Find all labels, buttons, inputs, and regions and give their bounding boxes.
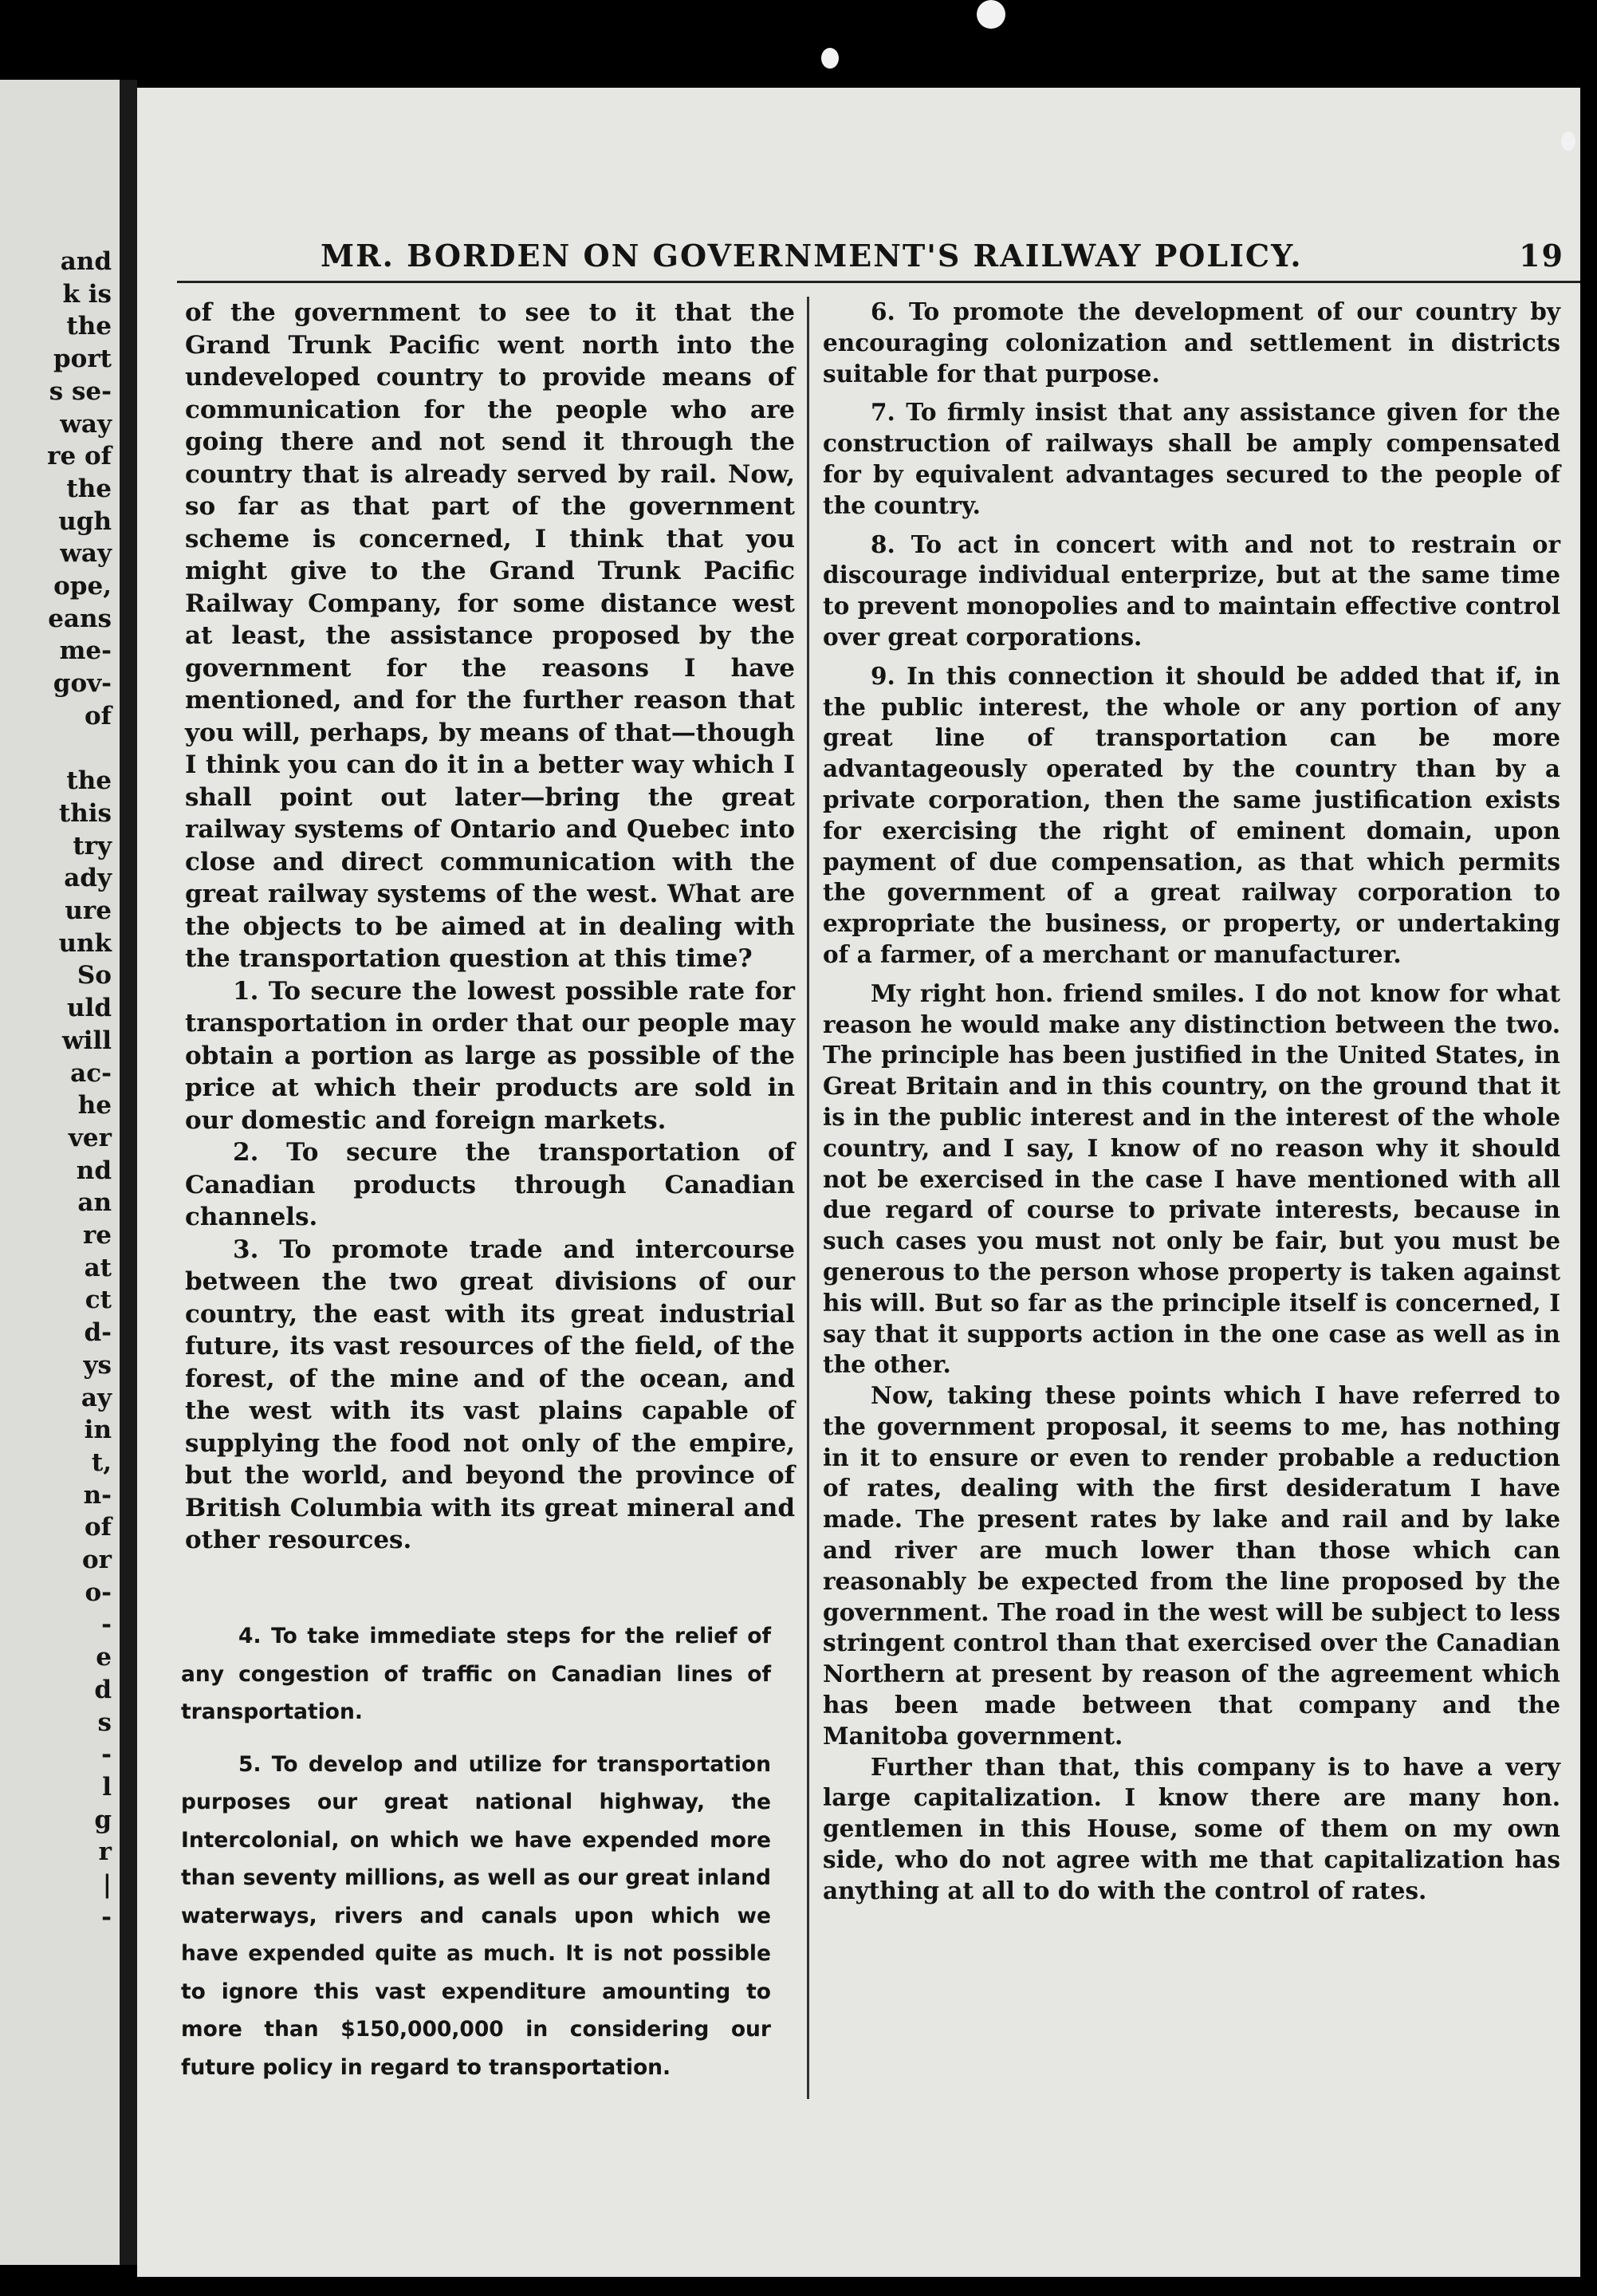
left-page-fragment: way bbox=[60, 539, 112, 569]
column-divider bbox=[807, 297, 809, 2099]
objective-1: 1. To secure the lowest possible rate for transportation in order that our people may obtain a portion as large as possible of the price at which their products are sold in our domestic and foreign markets. bbox=[185, 976, 795, 1135]
left-page-fragment: n- bbox=[83, 1480, 112, 1510]
left-page-fragment: uld bbox=[67, 994, 112, 1023]
left-page-fragment: ady bbox=[64, 864, 112, 893]
left-page-fragment: this bbox=[58, 798, 112, 828]
left-page-fragment: of bbox=[84, 701, 112, 731]
left-page-fragment: the bbox=[66, 474, 112, 503]
objective-9: 9. In this connection it should be added that if, in the public interest, the whole or any portion of any great line of transportation can be more advantageously operated by the country than by a private corporation, then the same justification exists for exercising the right of eminent domain, upon payment of due compensation, as that which permits the government of a great railway corporation to expropriate the business, or property, or undertaking of a farmer, of a merchant or manufacturer. bbox=[823, 661, 1560, 968]
paragraph: Now, taking these points which I have referred to the government proposal, it seems to me, has nothing in it to ensure or even to render probable a reduction of rates, dealing with the first desideratum I have made. The present rates by lake and rail and by lake and river are much lower than those which can reasonably be expected from the line proposed by the government. The road in the west will be subject to less stringent control than that exercised over the Canadian Northern at present by reason of the agreement which has been made between that company and the Manitoba government. bbox=[823, 1381, 1560, 1750]
left-page-fragment: g bbox=[94, 1805, 112, 1834]
left-page-fragment: - bbox=[101, 1740, 112, 1770]
book-spine bbox=[120, 80, 137, 2265]
left-page-fragment: unk bbox=[58, 928, 112, 958]
inserted-objectives bbox=[181, 1617, 771, 2101]
left-page-fragment: or bbox=[81, 1546, 112, 1574]
header-rule bbox=[177, 281, 1580, 283]
left-page-fragment: ys bbox=[83, 1350, 112, 1380]
left-page-fragment: the bbox=[66, 312, 112, 341]
left-page-fragment: re of bbox=[47, 442, 112, 471]
left-page-fragment: nd bbox=[76, 1156, 112, 1185]
left-page-fragment: ver bbox=[68, 1123, 112, 1152]
left-page-fragment: way bbox=[60, 409, 112, 439]
left-page-fragment: ope, bbox=[53, 572, 112, 601]
left-page-fragment: ct bbox=[85, 1286, 112, 1315]
left-page-fragment: try bbox=[73, 831, 112, 861]
paragraph: Further than that, this company is to have a very large capitalization. I know there are many hon. gentlemen in this House, some of them on my own side, who do not agree with me that capitalization has anything at all to do with the control of rates. bbox=[823, 1752, 1560, 1904]
header-title: MR. BORDEN ON GOVERNMENT'S RAILWAY POLICY. bbox=[321, 238, 1303, 274]
left-page-fragment: o- bbox=[85, 1577, 112, 1607]
left-page-fragment: he bbox=[77, 1091, 112, 1120]
left-page-sliver bbox=[0, 80, 120, 2265]
left-page-fragment: t, bbox=[91, 1447, 112, 1477]
left-page-fragment: s bbox=[97, 1707, 112, 1737]
document-page bbox=[137, 88, 1580, 2277]
paragraph: My right hon. friend smiles. I do not know for what reason he would make any distinction between the two. The principle has been justified in the United States, in Great Britain and in this country, on the ground that it is in the public interest and in the interest of the whole country, and I say, I know of no reason why it should not be exercised in the case I have mentioned with all due regard of course to private interests, because in such cases you must not only be fair, but you must be generous to the person whose property is taken against his will. But so far as the principle itself is concerned, I say that it supports action in the one case as well as in the other. bbox=[823, 979, 1560, 1379]
right-column bbox=[823, 297, 1560, 1907]
objective-3: 3. To promote trade and intercourse between the two great divisions of our country, the east with its great industrial future, its vast resources of the field, of the forest, of the mine and of the ocean, and the west with its vast plains capable of supplying the food not only of the empire, but the world, and beyond the province of British Columbia with its great mineral and other resources. bbox=[185, 1235, 795, 1554]
left-page-fragment: r bbox=[98, 1837, 112, 1867]
scan-speck bbox=[1561, 132, 1575, 151]
scan-speck bbox=[977, 0, 1005, 29]
objective-6: 6. To promote the development of our country by encouraging colonization and settlement in districts suitable for that purpose. bbox=[823, 297, 1560, 388]
left-page-fragment: in bbox=[84, 1416, 112, 1445]
left-page-fragment: So bbox=[77, 961, 112, 990]
left-page-fragment: the bbox=[66, 766, 112, 796]
objective-7: 7. To firmly insist that any assistance given for the construction of railways shall be amply compensated for by equivalent advantages secured to the people of the country. bbox=[823, 398, 1560, 519]
left-page-fragment: - bbox=[101, 1610, 112, 1640]
left-page-fragment: d- bbox=[84, 1318, 112, 1348]
page-number: 19 bbox=[1519, 238, 1564, 274]
left-column bbox=[185, 297, 795, 1557]
left-page-fragment: an bbox=[77, 1188, 112, 1218]
left-page-fragment: gov- bbox=[53, 669, 112, 699]
left-page-fragment: | bbox=[102, 1870, 112, 1899]
left-page-fragment: ure bbox=[65, 896, 112, 925]
left-page-fragment: - bbox=[101, 1902, 112, 1932]
left-page-fragment: s se- bbox=[49, 376, 112, 406]
objective-5: 5. To develop and utilize for transportation purposes our great national highway, the Intercolonial, on which we have expended more than seventy millions, as well as our great inland waterways, rivers and canals upon which we have expended quite as much. It is not possible to ignore this vast expenditure amounting to more than $150,000,000 in considering our future policy in regard to transportation. bbox=[181, 1751, 771, 2080]
objective-2: 2. To secure the transportation of Canadian products through Canadian channels. bbox=[185, 1138, 795, 1231]
left-page-fragment: d bbox=[94, 1675, 112, 1704]
left-page-fragment: re bbox=[82, 1221, 112, 1250]
left-page-fragment: ac- bbox=[70, 1058, 112, 1088]
left-page-fragment: and bbox=[60, 247, 112, 276]
left-page-fragment: ugh bbox=[58, 506, 112, 536]
left-page-fragment: k is bbox=[62, 279, 112, 309]
left-page-fragment: of bbox=[84, 1513, 112, 1542]
objective-4: 4. To take immediate steps for the relief of any congestion of traffic on Canadian lines of transportation. bbox=[181, 1624, 771, 1724]
left-page-fragment: ay bbox=[81, 1383, 112, 1412]
scan-speck bbox=[821, 48, 839, 69]
left-page-fragment: e bbox=[96, 1643, 112, 1672]
left-page-fragment: me- bbox=[59, 636, 112, 666]
left-page-fragment: port bbox=[53, 345, 112, 374]
left-page-fragment: eans bbox=[48, 604, 112, 633]
objective-8: 8. To act in concert with and not to restrain or discourage individual enterprize, but at the same time to prevent monopolies and to maintain effective control over great corporations. bbox=[823, 530, 1560, 651]
left-page-fragment: l bbox=[102, 1772, 112, 1802]
paragraph: of the government to see to it that the Grand Trunk Pacific went north into the undeveloped country to provide means of communication for the people who are going there and not send it through the country that is already served by rail. Now, so far as that part of the government scheme is concerned, I think that you might give to the Grand Trunk Pacific Railway Company, for some distance west at least, the assistance proposed by the government for the reasons I have mentioned, and for the further reason that you will, perhaps, by means of that—though I think you can do it in a better way which I shall point out later—bring the great railway systems of Ontario and Quebec into close and direct communication with the great railway systems of the west. What are the objects to be aimed at in dealing with the transportation question at this time? bbox=[185, 298, 795, 973]
left-page-fragment: will bbox=[61, 1026, 112, 1055]
left-page-fragment: at bbox=[84, 1253, 112, 1282]
